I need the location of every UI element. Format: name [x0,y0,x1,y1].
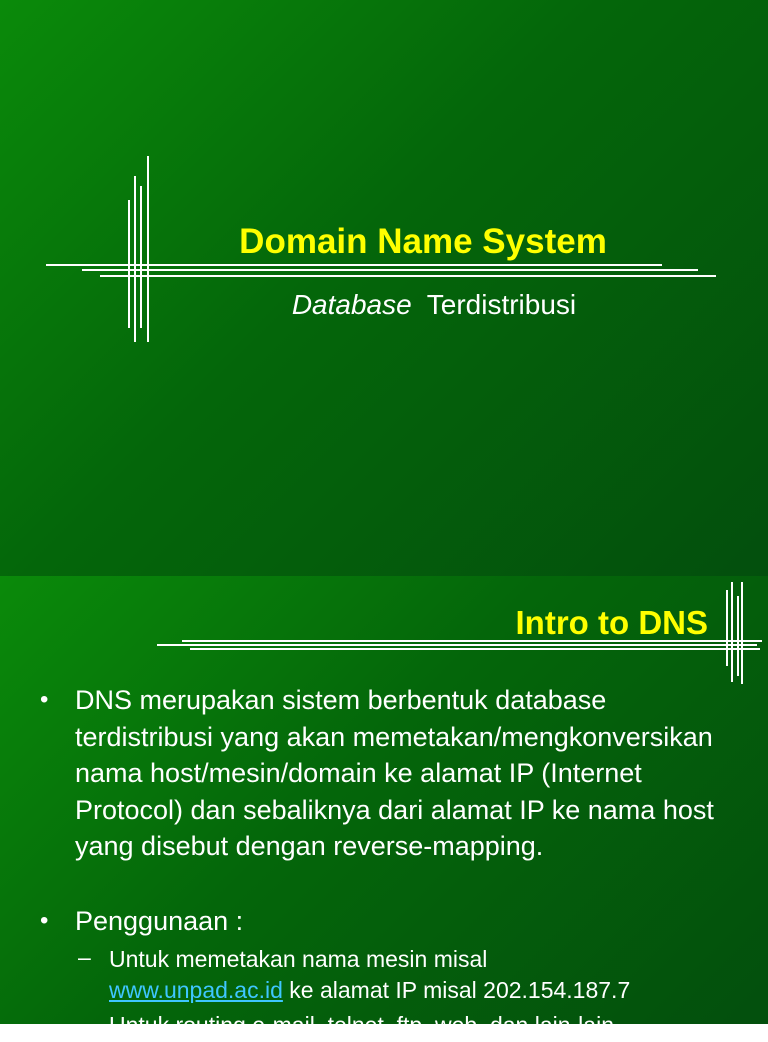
sub-marker: – [78,1010,91,1036]
sub-item [78,944,718,1008]
bullet-marker: • [40,686,49,713]
bullet-text: Penggunaan : [75,906,244,936]
bullet-marker: • [40,907,49,934]
slide-title: Domain Name System [239,222,607,261]
content-slide [0,576,768,1038]
subtitle-italic: Database [291,289,412,320]
unpad-link[interactable]: www.unpad.ac.id [109,977,283,1003]
sub-text-after: ke alamat IP misal 202.154.187.7 [282,977,631,1003]
decor-line [100,275,716,277]
decor-line [190,648,760,650]
decor-line [731,582,733,682]
decor-line [737,596,739,676]
decor-line [726,590,728,666]
bullet-item [40,903,730,943]
sub-text: Untuk routing e-mail, telnet, ftp, web, dan lain-lain [109,1012,614,1038]
decor-line [82,269,698,271]
decor-line [741,582,743,684]
slide-subtitle [0,289,768,321]
bullet-text: DNS merupakan sistem berbentuk database terdistribusi yang akan memetakan/mengkonversikan nama host/mesin/domain ke alamat IP (Internet Protocol) dan sebaliknya dari alamat IP ke nama host yang disebut dengan reverse-mapping. [75,685,714,861]
sub-text-before: Untuk memetakan nama mesin misal [109,946,488,972]
decor-line [157,644,757,646]
bullet-item [40,682,730,902]
subtitle-rest: Terdistribusi [426,289,577,320]
sub-marker: – [78,944,91,970]
sub-text [109,944,719,1006]
decor-line [46,264,662,266]
sub-item [78,1010,718,1042]
slide-title: Intro to DNS [515,604,708,641]
